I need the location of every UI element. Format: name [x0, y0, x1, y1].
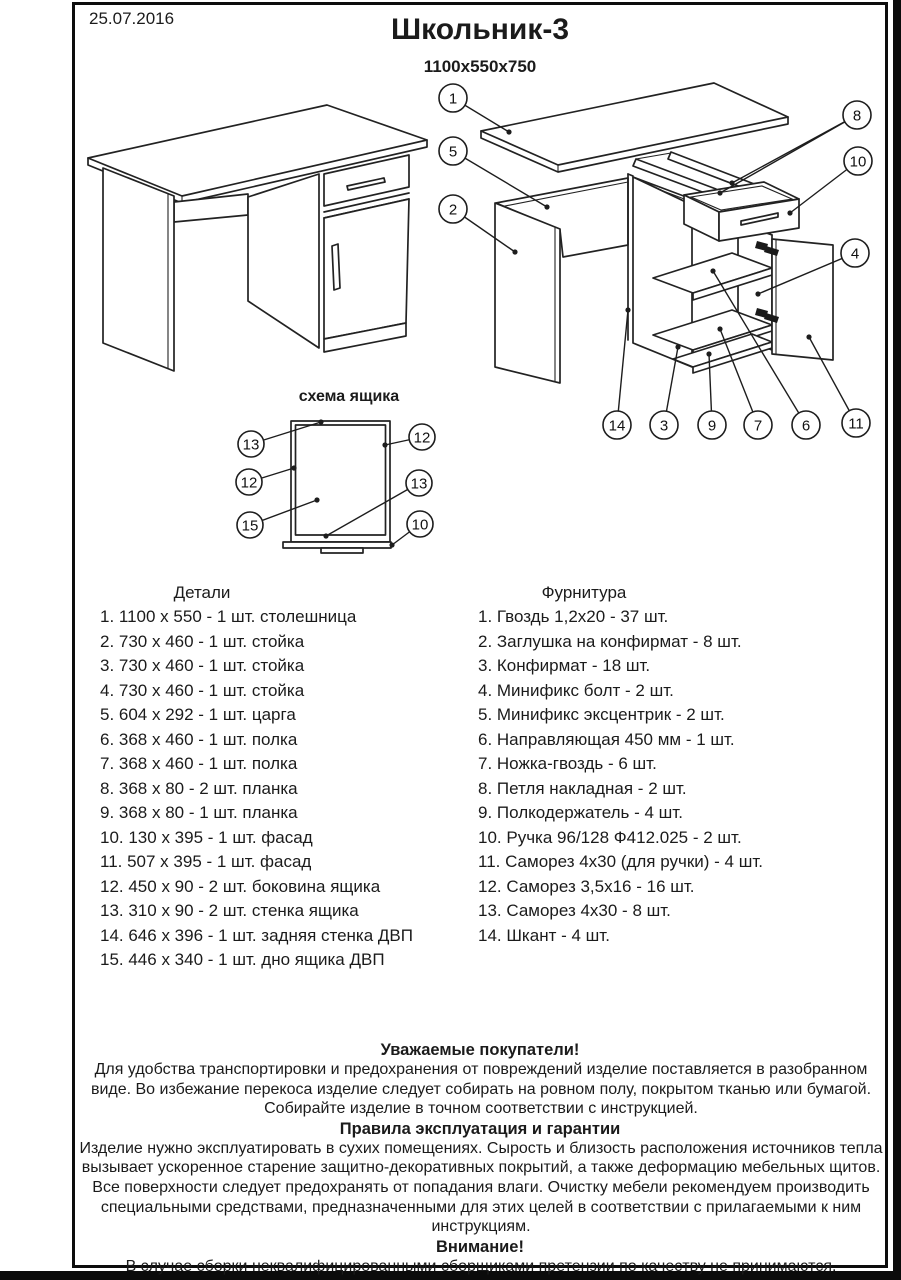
svg-text:13: 13 [410, 475, 428, 493]
svg-text:5: 5 [448, 143, 458, 161]
svg-text:13: 13 [242, 436, 260, 454]
hardware-list [478, 605, 763, 948]
part-item: 5. 604 х 292 - 1 шт. царга [100, 705, 296, 724]
rules-text: Изделие нужно эксплуатировать в сухих помещениях. Сырость и близость расположения источников тепла вызывает ускоренное старение защитно-декоративных покрытий, а также деформацию мебельных щитов. Все поверхности следует предохранять от попадания влаги. Очистку мебели рекомендуем производить специальными средствами, предназначенными для этих целей в соответствии с прилагаемыми к ним инструкциям. [79, 1139, 883, 1236]
desk-left-panel [103, 168, 174, 371]
hardware-item: 13. Саморез 4х30 - 8 шт. [478, 901, 671, 920]
warning-text: В случае сборки неквалифицированными сборщиками претензии по качеству не принимаются. [125, 1257, 837, 1275]
svg-text:15: 15 [241, 517, 259, 535]
part-item: 2. 730 х 460 - 1 шт. стойка [100, 631, 305, 651]
hardware-item: 5. Минификс эксцентрик - 2 шт. [478, 705, 725, 724]
pedestal-side [248, 174, 319, 348]
exploded-view-drawing [430, 75, 900, 455]
parts-list-title: Детали [173, 583, 231, 602]
assembled-desk-drawing [75, 90, 445, 380]
svg-text:3: 3 [659, 417, 669, 435]
callout-1 [439, 84, 512, 135]
svg-text:7: 7 [753, 417, 763, 435]
drawer-scheme-drawing [215, 405, 455, 565]
hardware-item: 12. Саморез 3,5х16 - 16 шт. [478, 876, 695, 896]
notes-section [77, 1040, 883, 1276]
door-handle [332, 244, 340, 290]
callout-12 [236, 465, 297, 495]
document-date: 25.07.2016 [89, 9, 175, 28]
part-item: 8. 368 х 80 - 2 шт. планка [100, 778, 298, 798]
svg-text:14: 14 [608, 417, 626, 435]
rules-title: Правила эксплуатация и гарантии [339, 1119, 621, 1138]
hardware-item: 2. Заглушка на конфирмат - 8 шт. [478, 631, 742, 651]
hardware-item: 7. Ножка-гвоздь - 6 шт. [478, 754, 657, 773]
svg-text:12: 12 [413, 429, 431, 447]
drawer-scheme-title: схема ящика [298, 388, 400, 405]
greeting-text: Для удобства транспортировки и предохранения от повреждений изделие поставляется в разобранном виде. Во избежание перекоса изделие следует собирать на ровном полу, покрытом тканью или бумагой. Собирайте изделие в точном соответствии с инструкцией. [90, 1061, 872, 1118]
hardware-list-title: Фурнитура [541, 583, 627, 602]
hardware-item: 1. Гвоздь 1,2х20 - 37 шт. [478, 607, 669, 626]
hardware-item: 8. Петля накладная - 2 шт. [478, 778, 687, 798]
svg-text:12: 12 [240, 474, 258, 492]
part-item: 9. 368 х 80 - 1 шт. планка [100, 803, 298, 822]
svg-text:6: 6 [801, 417, 811, 435]
hardware-item: 3. Конфирмат - 18 шт. [478, 656, 651, 675]
part-item: 6. 368 х 460 - 1 шт. полка [100, 729, 298, 749]
parts-list [100, 605, 413, 973]
exploded-door [772, 239, 833, 360]
svg-text:8: 8 [852, 107, 862, 125]
hardware-item: 9. Полкодержатель - 4 шт. [478, 803, 683, 822]
part-item: 14. 646 х 396 - 1 шт. задняя стенка ДВП [100, 925, 413, 945]
warning-title: Внимание! [436, 1237, 524, 1256]
svg-text:4: 4 [850, 245, 860, 263]
page-frame [72, 2, 888, 1275]
callout-14 [603, 307, 631, 439]
part-item: 1. 1100 х 550 - 1 шт. столешница [100, 607, 357, 626]
hardware-item: 14. Шкант - 4 шт. [478, 925, 610, 945]
exploded-left-panel [495, 203, 560, 383]
part-item: 12. 450 х 90 - 2 шт. боковина ящика [100, 876, 381, 896]
svg-text:10: 10 [849, 153, 867, 171]
part-item: 3. 730 х 460 - 1 шт. стойка [100, 656, 305, 675]
greeting-title: Уважаемые покупатели! [380, 1041, 580, 1059]
callout-10 [389, 511, 433, 548]
hardware-item: 11. Саморез 4х30 (для ручки) - 4 шт. [478, 852, 763, 871]
part-item: 15. 446 х 340 - 1 шт. дно ящика ДВП [100, 950, 385, 969]
callout-3 [650, 344, 681, 439]
svg-text:1: 1 [448, 90, 458, 108]
hardware-item: 10. Ручка 96/128 Ф412.025 - 2 шт. [478, 827, 742, 847]
product-dimensions: 1100х550х750 [423, 57, 537, 76]
part-item: 13. 310 х 90 - 2 шт. стенка ящика [100, 901, 359, 920]
svg-text:11: 11 [848, 415, 864, 433]
drawer-facade [283, 542, 391, 548]
svg-text:2: 2 [448, 201, 458, 219]
page-title: Школьник-3 [390, 13, 570, 46]
svg-text:10: 10 [411, 516, 429, 534]
callout-10 [787, 147, 872, 216]
part-item: 10. 130 х 395 - 1 шт. фасад [100, 827, 313, 847]
part-item: 4. 730 х 460 - 1 шт. стойка [100, 680, 305, 700]
part-item: 7. 368 х 460 - 1 шт. полка [100, 754, 298, 773]
exploded-tabletop [481, 83, 788, 165]
hardware-item: 4. Минификс болт - 2 шт. [478, 680, 674, 700]
desk-drawer-front [324, 155, 409, 206]
hardware-item: 6. Направляющая 450 мм - 1 шт. [478, 729, 735, 749]
svg-text:9: 9 [707, 417, 717, 435]
part-item: 11. 507 х 395 - 1 шт. фасад [100, 852, 312, 871]
